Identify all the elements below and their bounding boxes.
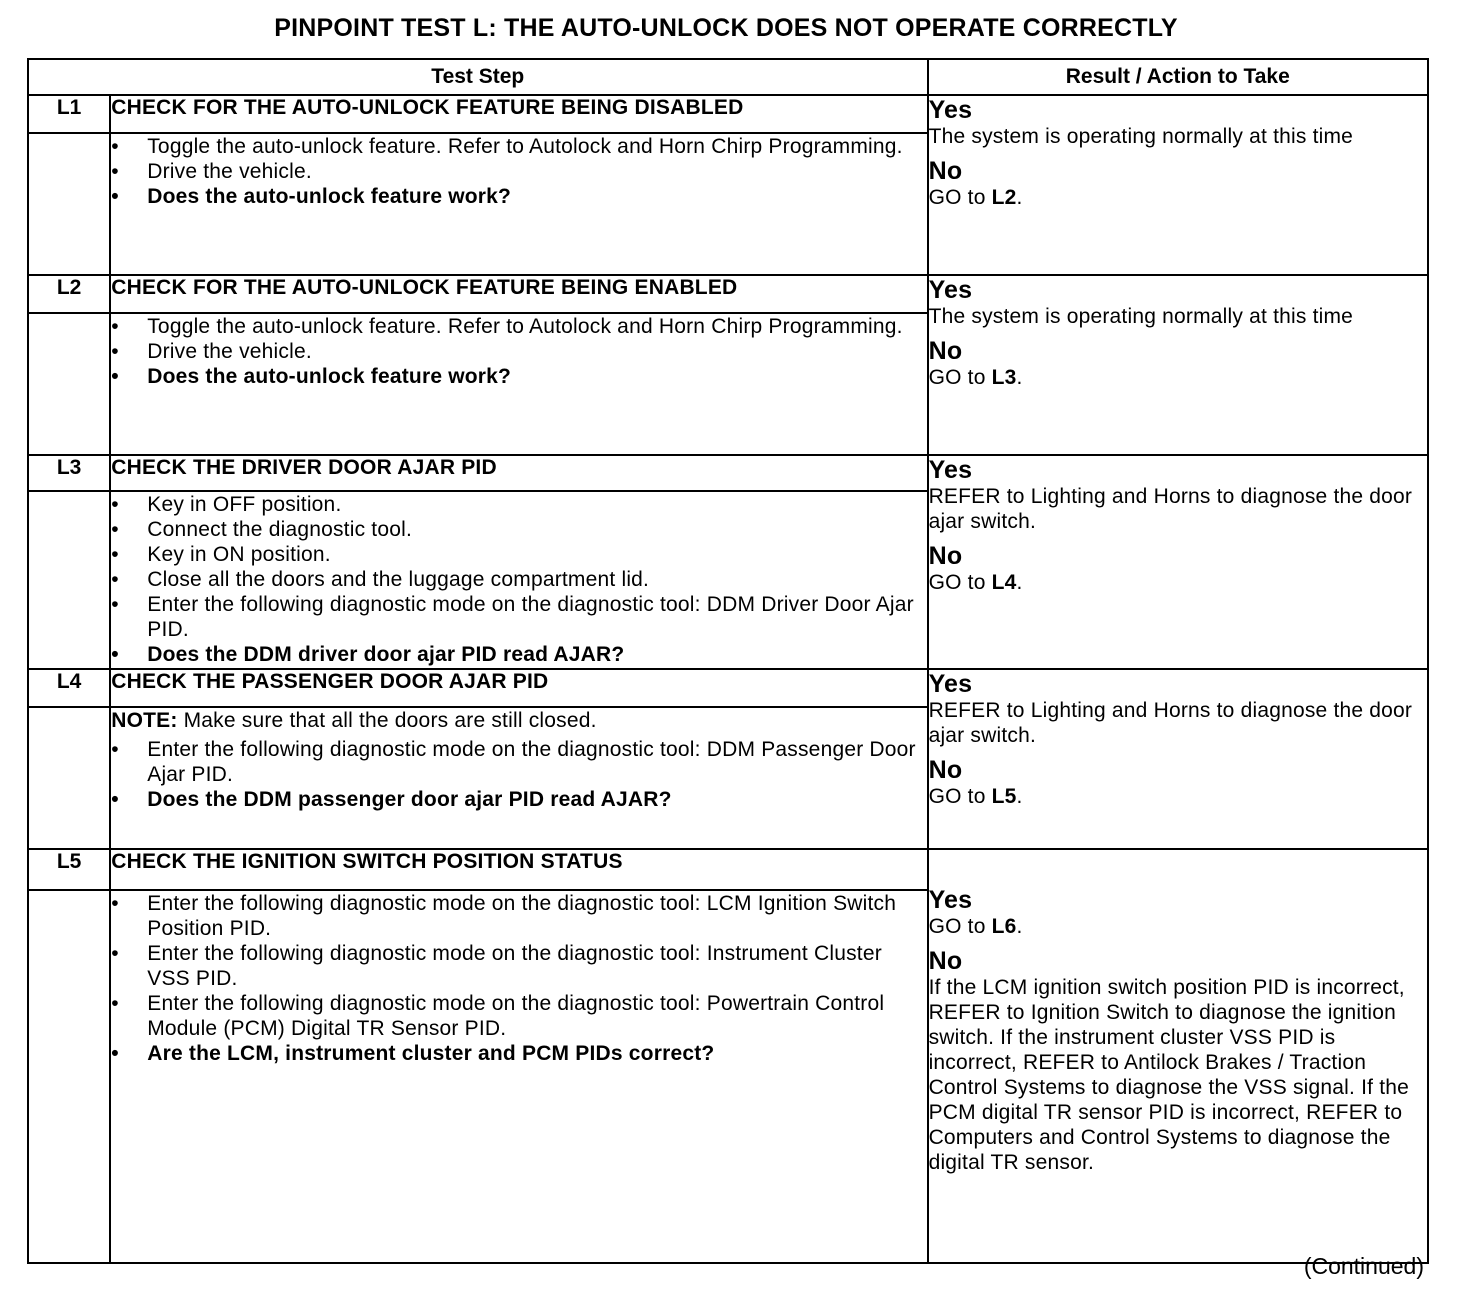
test-step-l2 [28,275,1428,455]
step-bullet: • Drive the vehicle. [111,159,926,184]
step-heading: CHECK THE DRIVER DOOR AJAR PID [110,455,927,491]
step-body [110,491,927,669]
pinpoint-test-table [27,58,1429,1264]
step-bullet: • Close all the doors and the luggage compartment lid. [111,567,926,592]
test-step-l4 [28,669,1428,849]
no-target-link[interactable]: L5 [991,785,1017,808]
test-step-l5 [28,849,1428,1263]
yes-text: The system is operating normally at this time [928,125,1354,148]
step-result [928,455,1428,669]
step-bullet: • Enter the following diagnostic mode on the diagnostic tool: LCM Ignition Switch Position PID. [111,891,926,941]
no-text: GO to L3. [928,366,1023,389]
step-body [110,133,927,275]
step-id: L5 [28,849,110,890]
step-note: NOTE: Make sure that all the doors are still closed. [111,709,597,733]
step-question: • Does the auto-unlock feature work? [111,184,926,209]
step-bullet: • Enter the following diagnostic mode on the diagnostic tool: DDM Driver Door Ajar PID. [111,592,926,642]
continued-label: (Continued) [1303,1253,1424,1279]
no-text: GO to L5. [928,785,1023,808]
step-bullet: • Enter the following diagnostic mode on the diagnostic tool: Instrument Cluster VSS PID. [111,941,926,991]
yes-text: The system is operating normally at this time [928,305,1354,328]
yes-text: GO to L6. [928,915,1023,938]
step-id: L4 [28,669,110,707]
step-bullet: • Enter the following diagnostic mode on the diagnostic tool: DDM Passenger Door Ajar PID. [111,737,926,787]
yes-target-link[interactable]: L6 [991,915,1017,938]
no-label: No [928,337,963,365]
no-text: GO to L4. [928,571,1023,594]
yes-label: Yes [928,670,973,698]
no-label: No [928,756,963,784]
no-text: GO to L2. [928,186,1023,209]
step-question: • Does the auto-unlock feature work? [111,364,926,389]
step-bullet: • Key in ON position. [111,542,926,567]
page-title: PINPOINT TEST L: THE AUTO-UNLOCK DOES NOT OPERATE CORRECTLY [274,14,1178,42]
step-bullet: • Toggle the auto-unlock feature. Refer to Autolock and Horn Chirp Programming. [111,314,926,339]
step-result [928,849,1428,1263]
yes-label: Yes [928,456,973,484]
step-bullet: • Enter the following diagnostic mode on the diagnostic tool: Powertrain Control Module (PCM) Digital TR Sensor PID. [111,991,926,1041]
step-heading: CHECK THE PASSENGER DOOR AJAR PID [110,669,927,707]
header-test-step: Test Step [28,59,928,95]
step-result [928,275,1428,455]
step-result [928,95,1428,275]
yes-label: Yes [928,276,973,304]
step-body [110,313,927,455]
step-question: • Are the LCM, instrument cluster and PCM PIDs correct? [111,1041,926,1066]
step-bullet: • Drive the vehicle. [111,339,926,364]
no-target-link[interactable]: L2 [991,186,1017,209]
no-text: If the LCM ignition switch position PID is incorrect, REFER to Ignition Switch to diagnose the ignition switch. If the instrument cluster VSS PID is incorrect, REFER to Antilock Brakes / Traction Control Systems to diagnose the VSS signal. If the PCM digital TR sensor PID is incorrect, REFER to Computers and Control Systems to diagnose the digital TR sensor. [928,976,1409,1174]
step-body [110,890,927,1264]
step-question: • Does the DDM driver door ajar PID read AJAR? [111,642,926,667]
yes-label: Yes [928,96,973,124]
yes-text: REFER to Lighting and Horns to diagnose the door ajar switch. [928,699,1413,747]
no-label: No [928,157,963,185]
step-id: L1 [28,95,110,133]
step-heading: CHECK FOR THE AUTO-UNLOCK FEATURE BEING DISABLED [110,95,927,133]
table-header-row [28,59,1428,95]
no-target-link[interactable]: L3 [991,366,1017,389]
step-bullet: • Toggle the auto-unlock feature. Refer to Autolock and Horn Chirp Programming. [111,134,926,159]
step-bullet: • Connect the diagnostic tool. [111,517,926,542]
step-id: L2 [28,275,110,313]
step-question: • Does the DDM passenger door ajar PID read AJAR? [111,787,926,812]
yes-label: Yes [928,886,973,914]
step-heading: CHECK THE IGNITION SWITCH POSITION STATUS [110,849,927,890]
step-id: L3 [28,455,110,491]
header-result-action: Result / Action to Take [928,59,1428,95]
test-step-l3 [28,455,1428,669]
step-result [928,669,1428,849]
step-heading: CHECK FOR THE AUTO-UNLOCK FEATURE BEING ENABLED [110,275,927,313]
test-step-l1 [28,95,1428,275]
yes-text: REFER to Lighting and Horns to diagnose the door ajar switch. [928,485,1413,533]
no-label: No [928,947,963,975]
no-label: No [928,542,963,570]
step-body [110,707,927,849]
no-target-link[interactable]: L4 [991,571,1017,594]
step-bullet: • Key in OFF position. [111,492,926,517]
